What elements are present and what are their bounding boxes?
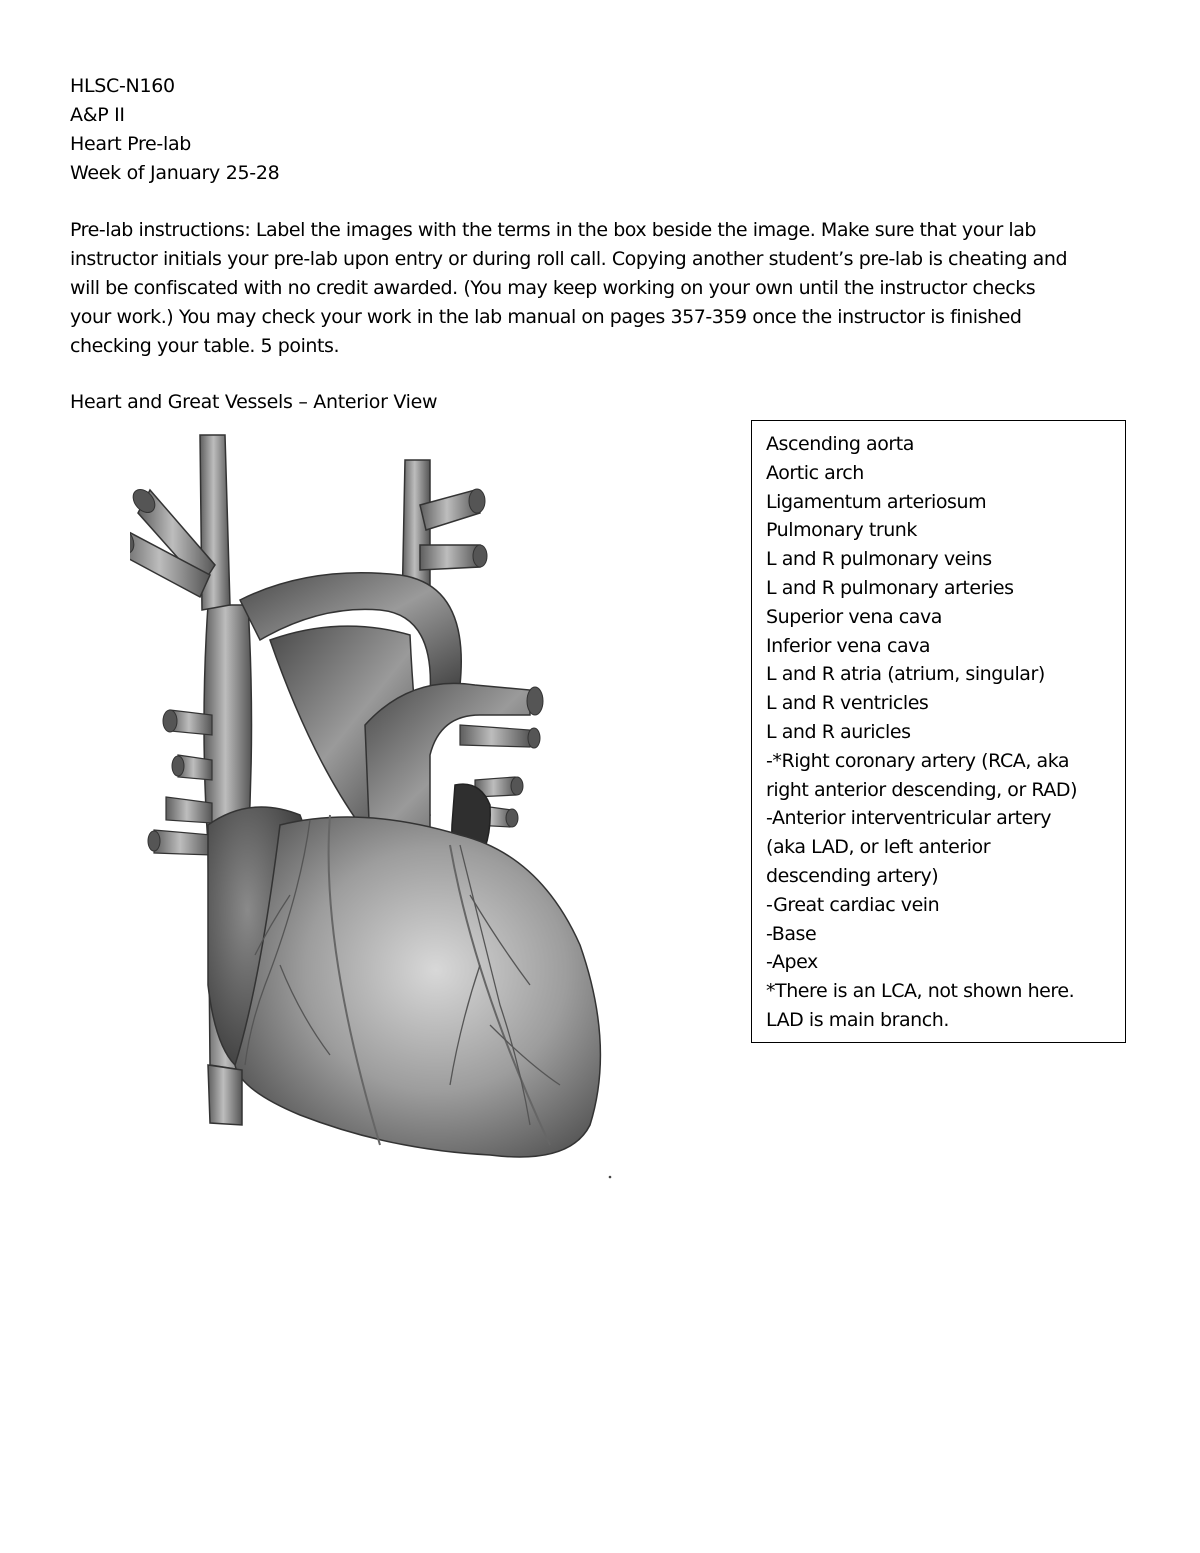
lab-title: Heart Pre-lab	[70, 133, 192, 155]
term-item: Superior vena cava	[766, 605, 942, 628]
term-item: descending artery)	[766, 864, 939, 887]
right-pulmonary-veins	[148, 710, 212, 855]
document-header	[70, 72, 279, 188]
term-item: L and R atria (atrium, singular)	[766, 663, 1045, 686]
ventricles	[235, 815, 600, 1157]
subject-name: A&P II	[70, 104, 125, 126]
lab-week: Week of January 25-28	[70, 162, 280, 184]
term-item: -Anterior interventricular artery	[766, 807, 1052, 830]
instruction-line: checking your table. 5 points.	[70, 335, 340, 357]
term-item: -Apex	[766, 951, 818, 974]
term-item: -*Right coronary artery (RCA, aka	[766, 749, 1070, 772]
instruction-line: will be confiscated with no credit awarded. (You may keep working on your own until the instructor checks	[70, 277, 1036, 299]
term-item: Ascending aorta	[766, 433, 914, 455]
term-item: L and R ventricles	[766, 692, 929, 715]
marker-dot	[609, 1176, 612, 1179]
term-item: L and R auricles	[766, 720, 911, 743]
term-item: Ligamentum arteriosum	[766, 490, 987, 513]
instruction-line: your work.) You may check your work in the lab manual on pages 357-359 once the instructor is finished	[70, 306, 1022, 328]
heart-anterior-illustration	[130, 425, 630, 1185]
term-item: L and R pulmonary veins	[766, 548, 992, 571]
section-title: Heart and Great Vessels – Anterior View	[70, 391, 438, 413]
inferior-vena-cava	[208, 1065, 242, 1125]
pre-lab-instructions	[70, 216, 1130, 361]
term-item: right anterior descending, or RAD)	[766, 778, 1078, 801]
term-item: Inferior vena cava	[766, 634, 931, 657]
term-item: Pulmonary trunk	[766, 519, 917, 542]
term-item: Aortic arch	[766, 461, 864, 484]
course-code: HLSC-N160	[70, 75, 175, 97]
instruction-line: instructor initials your pre-lab upon entry or during roll call. Copying another student’s pre-lab is cheating and	[70, 248, 1068, 270]
term-item: (aka LAD, or left anterior	[766, 836, 991, 859]
term-item: -Great cardiac vein	[766, 893, 940, 916]
instruction-line: Pre-lab instructions: Label the images with the terms in the box beside the image. Make sure that your lab	[70, 219, 1037, 241]
term-item: LAD is main branch.	[766, 1008, 949, 1031]
term-item: *There is an LCA, not shown here.	[766, 980, 1075, 1003]
terms-box	[751, 420, 1126, 1043]
term-item: L and R pulmonary arteries	[766, 576, 1014, 599]
term-item: -Base	[766, 922, 817, 945]
